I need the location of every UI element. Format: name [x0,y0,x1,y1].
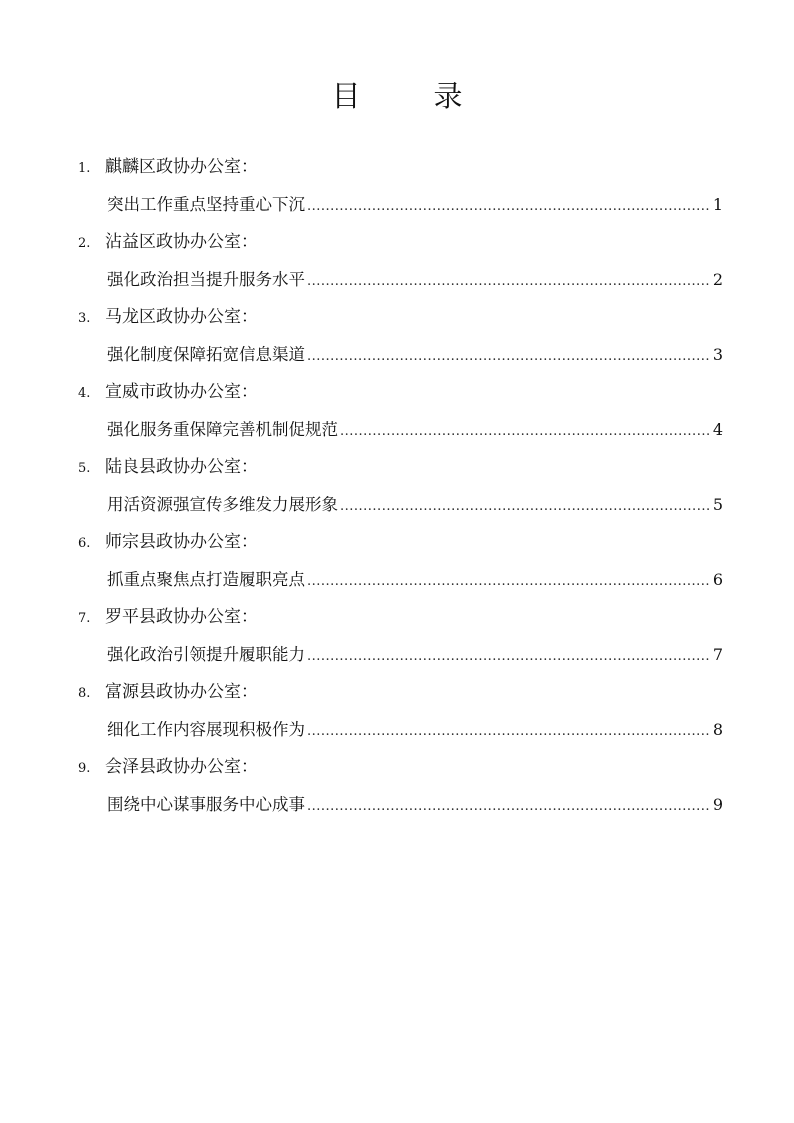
toc-entry-link[interactable] [107,640,723,670]
toc-entry-link[interactable] [107,565,723,595]
toc-entry [0,675,794,750]
toc-entry-link[interactable] [107,265,723,295]
toc-entry-link[interactable] [107,340,723,370]
toc-entry [0,375,794,450]
toc-entry-article: 抓重点聚焦点打造履职亮点 [107,570,305,589]
toc-dot-leader [307,792,711,822]
toc-entry-office: 会泽县政协办公室： [105,757,258,777]
toc-entry-article: 强化服务重保障完善机制促规范 [107,420,338,439]
toc-entry [0,300,794,375]
toc-dot-leader [307,342,711,372]
toc-entry-number: 2. [78,236,91,251]
toc-entry-heading [78,227,258,257]
toc-entry-heading [78,377,258,407]
toc-entry-page: 6 [712,570,723,589]
toc-entry-page: 5 [712,495,723,514]
toc-entry-article: 围绕中心谋事服务中心成事 [107,795,305,814]
toc-entry-article: 强化政治担当提升服务水平 [107,270,305,289]
toc-entry-article: 强化政治引领提升履职能力 [107,645,305,664]
toc-entry-heading [78,302,258,332]
toc-entry-link[interactable] [107,490,723,520]
toc-entry-page: 3 [712,345,723,364]
toc-entry [0,450,794,525]
toc-entry-heading [78,677,258,707]
toc-entry-heading [78,602,258,632]
toc-entry-page: 7 [712,645,723,664]
toc-entry-page: 8 [712,720,723,739]
toc-entry-article: 强化制度保障拓宽信息渠道 [107,345,305,364]
toc-entry-link[interactable] [107,715,723,745]
toc-entry-article: 突出工作重点坚持重心下沉 [107,195,305,214]
toc-dot-leader [307,192,711,222]
toc-entry-number: 4. [78,386,91,401]
page-title: 目 录 [331,79,485,113]
toc-dot-leader [307,717,711,747]
toc-entry-page: 4 [712,420,723,439]
toc-dot-leader [307,567,711,597]
toc-entry-heading [78,752,258,782]
toc-entry [0,525,794,600]
toc-entry-number: 9. [78,761,91,776]
toc-entry [0,600,794,675]
toc-entry-heading [78,452,258,482]
toc-entry-number: 7. [78,611,91,626]
toc-entry-office: 马龙区政协办公室： [105,307,258,327]
toc-entry-office: 罗平县政协办公室： [105,607,258,627]
toc-entry-office: 麒麟区政协办公室： [105,157,258,177]
toc-entry-number: 6. [78,536,91,551]
table-of-contents [0,150,794,825]
toc-entry [0,150,794,225]
toc-entry-number: 5. [78,461,91,476]
toc-entry-page: 9 [712,795,723,814]
toc-dot-leader [307,267,711,297]
toc-dot-leader [307,642,711,672]
toc-dot-leader [340,417,711,447]
toc-entry-office: 师宗县政协办公室： [105,532,258,552]
toc-entry-article: 细化工作内容展现积极作为 [107,720,305,739]
toc-entry-heading [78,152,258,182]
toc-entry [0,225,794,300]
toc-entry-article: 用活资源强宣传多维发力展形象 [107,495,338,514]
toc-entry-link[interactable] [107,790,723,820]
toc-dot-leader [340,492,711,522]
toc-entry-heading [78,527,258,557]
toc-entry-office: 富源县政协办公室： [105,682,258,702]
toc-entry-office: 沾益区政协办公室： [105,232,258,252]
toc-entry-number: 3. [78,311,91,326]
toc-entry-link[interactable] [107,190,723,220]
toc-entry-link[interactable] [107,415,723,445]
toc-entry-page: 2 [712,270,723,289]
toc-entry-office: 陆良县政协办公室： [105,457,258,477]
toc-entry-page: 1 [712,195,723,214]
toc-entry [0,750,794,825]
toc-entry-number: 1. [78,161,91,176]
toc-entry-office: 宣威市政协办公室： [105,382,258,402]
toc-entry-number: 8. [78,686,91,701]
